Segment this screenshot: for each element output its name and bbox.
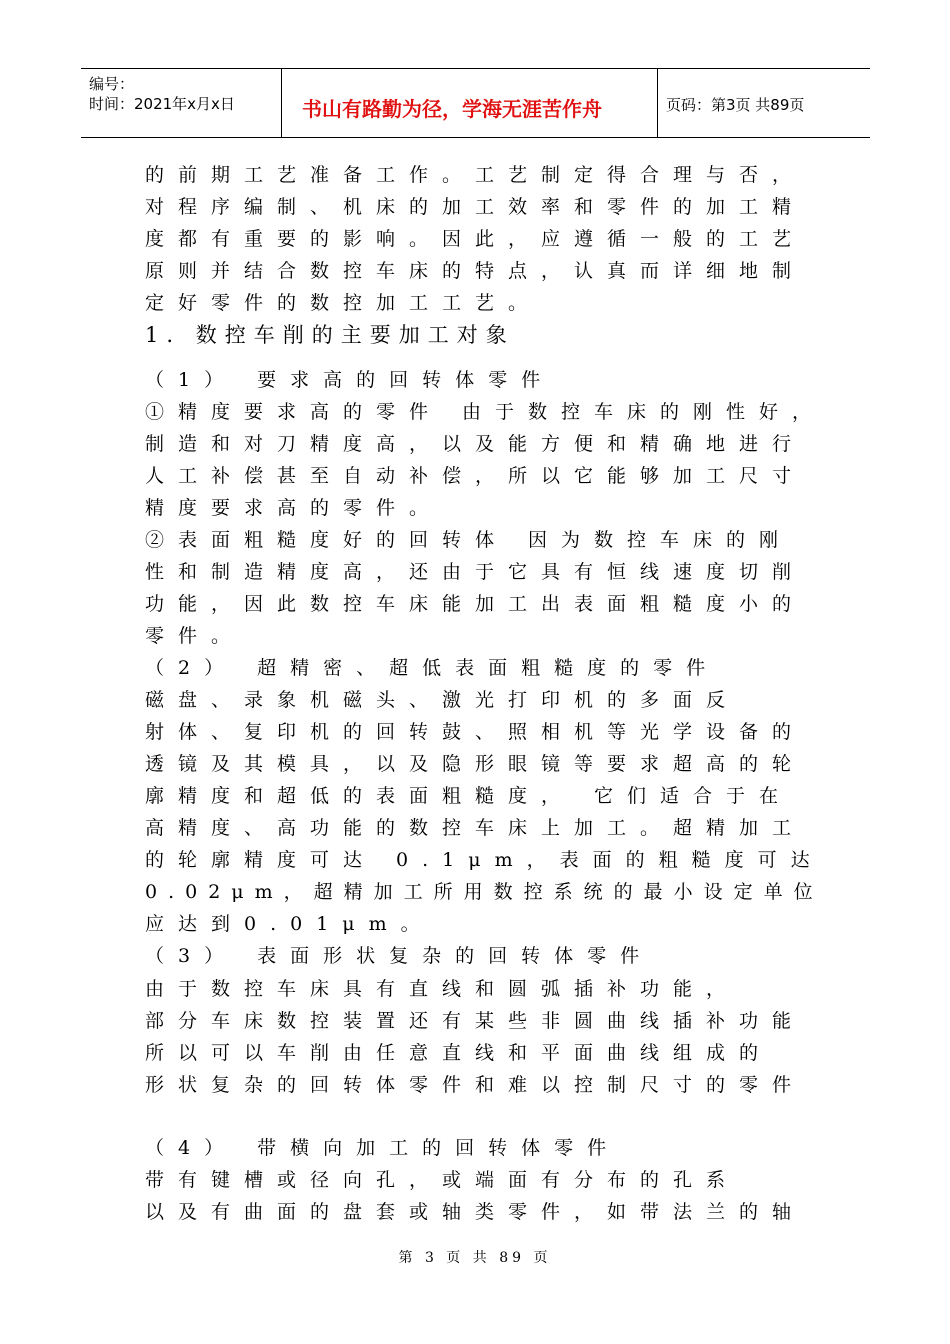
body-line: 原则并结合数控车床的特点，认真而详细地制 (145, 260, 806, 282)
date-label: 时间：2021年x月x日 (89, 95, 235, 113)
header-table (81, 68, 870, 138)
body-line: 定好零件的数控加工工艺。 (145, 292, 542, 314)
number-label: 编号： (89, 75, 135, 93)
body-line: 制造和对刀精度高，以及能方便和精确地进行 (145, 433, 806, 455)
body-line: 部分车床数控装置还有某些非圆曲线插补功能 (145, 1010, 806, 1032)
body-line: 功能，因此数控车床能加工出表面粗糙度小的 (145, 593, 806, 615)
body-line: ①精度要求高的零件 由于数控车床的刚性好， (145, 401, 826, 423)
body-line: 所以可以车削由任意直线和平面曲线组成的 (145, 1042, 773, 1064)
body-line: 形状复杂的回转体零件和难以控制尺寸的零件 (145, 1074, 806, 1096)
body-line: 射体、复印机的回转鼓、照相机等光学设备的 (145, 721, 806, 743)
body-line: 的轮廓精度可达 0.1μm，表面的粗糙度可达 (145, 849, 824, 871)
body-line: 高精度、高功能的数控车床上加工。超精加工 (145, 817, 806, 839)
body-line: 性和制造精度高，还由于它具有恒线速度切削 (145, 561, 806, 583)
page-footer: 第 3 页 共 89 页 (398, 1250, 552, 1266)
body-line: 以及有曲面的盘套或轴类零件，如带法兰的轴 (145, 1201, 806, 1223)
body-line: ②表面粗糙度好的回转体 因为数控车床的刚 (145, 529, 793, 551)
body-line: 应达到0.01μm。 (145, 913, 434, 935)
subheading: （1） 要求高的回转体零件 (145, 369, 555, 391)
body-line: 0.02μm，超精加工所用数控系统的最小设定单位 (145, 881, 824, 903)
body-line: 廓精度和超低的表面粗糙度， 它们适合于在 (145, 785, 793, 807)
header-center-cell (281, 69, 658, 137)
body-line: 磁盘、录象机磁头、激光打印机的多面反 (145, 689, 740, 711)
body-line: 对程序编制、机床的加工效率和零件的加工精 (145, 196, 806, 218)
subheading: （4） 带横向加工的回转体零件 (145, 1137, 621, 1159)
body-line: 带有键槽或径向孔，或端面有分布的孔系 (145, 1169, 740, 1191)
body-line: 人工补偿甚至自动补偿，所以它能够加工尺寸 (145, 465, 806, 487)
header-left-cell (81, 69, 281, 137)
body-line: 透镜及其模具，以及隐形眼镜等要求超高的轮 (145, 753, 806, 775)
subheading: （3） 表面形状复杂的回转体零件 (145, 945, 654, 967)
body-line: 度都有重要的影响。因此，应遵循一般的工艺 (145, 228, 806, 250)
body-line: 的前期工艺准备工作。工艺制定得合理与否， (145, 164, 806, 186)
section-heading: 1. 数控车削的主要加工对象 (145, 323, 515, 347)
body-line: 由于数控车床具有直线和圆弧插补功能， (145, 978, 740, 1000)
body-line: 精度要求高的零件。 (145, 497, 443, 519)
header-right-cell (658, 69, 870, 137)
page-info: 页码：第3页 共89页 (666, 96, 805, 114)
motto-text: 书山有路勤为径，学海无涯苦作舟 (302, 97, 602, 121)
body-line: 零件。 (145, 625, 245, 647)
subheading: （2） 超精密、超低表面粗糙度的零件 (145, 657, 720, 679)
